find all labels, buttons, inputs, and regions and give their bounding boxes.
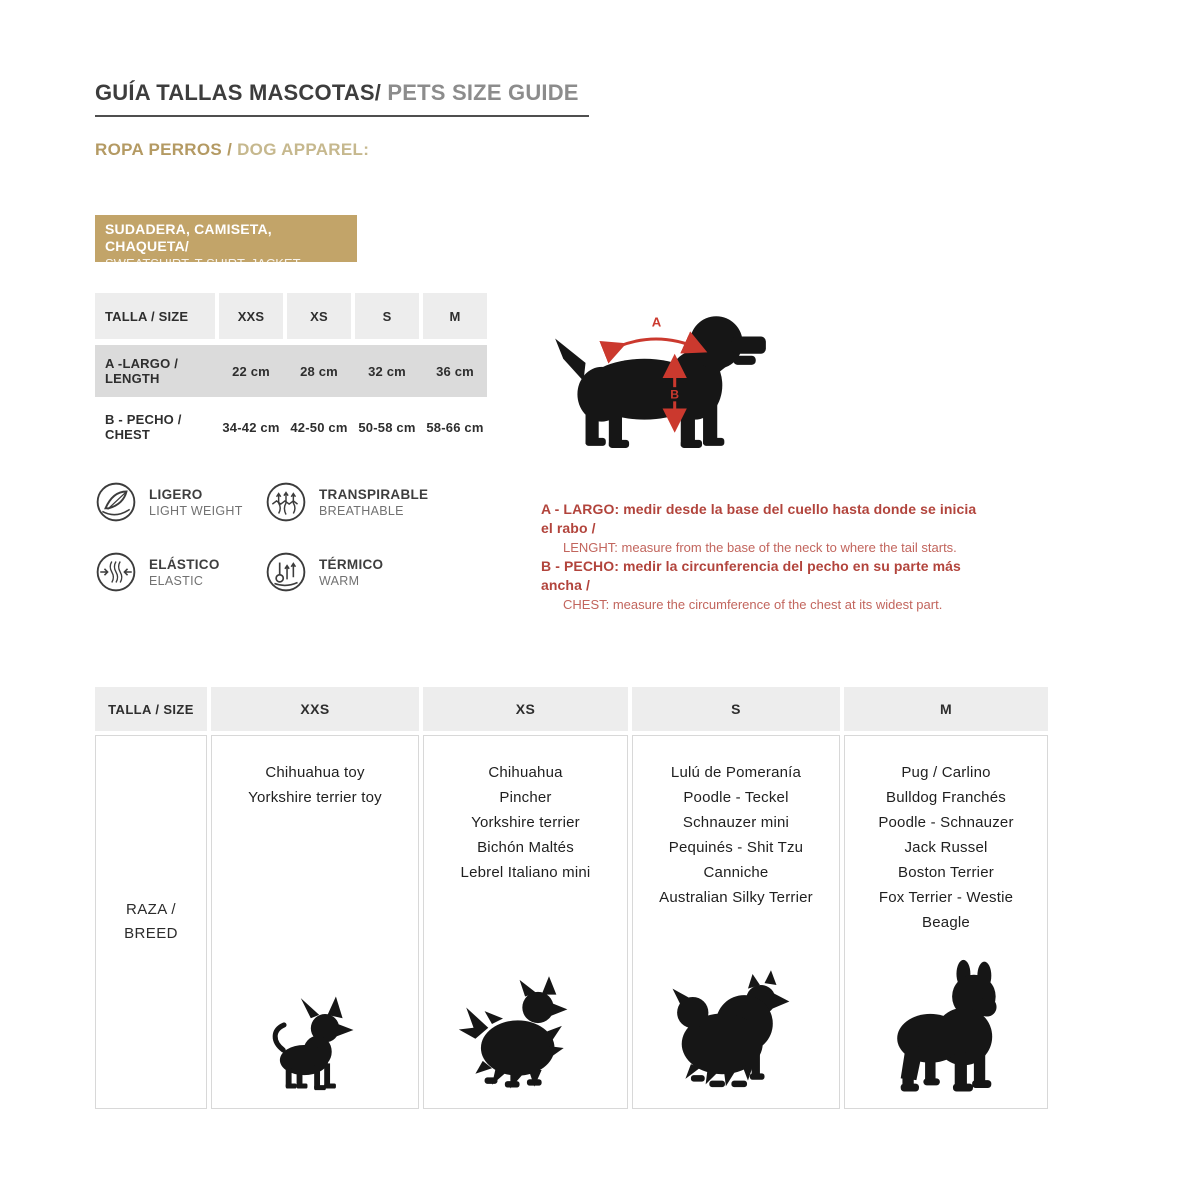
breed-item: Lebrel Italiano mini	[460, 864, 591, 881]
breed-row-label-line2: BREED	[124, 925, 178, 942]
breed-item: Poodle - Teckel	[683, 789, 789, 806]
feature-name: TRANSPIRABLE	[319, 486, 429, 502]
breed-cell-xs	[423, 735, 628, 1109]
chihuahua-silhouette	[269, 994, 361, 1096]
size-table-row-length	[95, 345, 487, 397]
arrow-label-a: A	[651, 314, 662, 330]
note-chest-en: CHEST: measure the circumference of the chest at its widest part.	[563, 597, 943, 612]
breed-item: Lulú de Pomeranía	[670, 764, 802, 781]
note-chest-es: B - PECHO: medir la circunferencia del pecho en su parte más ancha /	[541, 558, 961, 593]
feature-sub: ELASTIC	[149, 573, 204, 588]
breed-item: Boston Terrier	[898, 864, 994, 881]
note-length-en: LENGHT: measure from the base of the neck to where the tail starts.	[563, 540, 957, 555]
feature-name: TÉRMICO	[319, 556, 384, 572]
breed-header-label: TALLA / SIZE	[95, 687, 207, 731]
breed-header-m: M	[844, 687, 1048, 731]
breed-item: Bulldog Franchés	[886, 789, 1006, 806]
chest-xxs: 34-42 cm	[222, 419, 280, 435]
feature-lightweight	[95, 481, 265, 523]
title-spanish: GUÍA TALLAS MASCOTAS/	[95, 80, 382, 105]
size-table-row-chest	[95, 403, 487, 451]
size-table-header-row	[95, 293, 487, 339]
breed-item: Pequinés - Shit Tzu	[668, 839, 804, 856]
measure-dog-silhouette	[550, 298, 770, 452]
size-table-header-s: S	[355, 293, 419, 339]
page-title	[95, 80, 589, 117]
pomeranian-silhouette	[667, 966, 805, 1096]
subtitle-english: DOG APPAREL:	[237, 140, 370, 159]
feature-list	[95, 481, 485, 593]
feature-elastic	[95, 551, 265, 593]
feather-icon	[95, 481, 137, 523]
title-english: PETS SIZE GUIDE	[381, 80, 579, 105]
breed-header-xs: XS	[423, 687, 628, 731]
breed-item: Canniche	[703, 864, 769, 881]
size-table-header-xxs: XXS	[219, 293, 283, 339]
length-m: 36 cm	[436, 363, 474, 379]
feature-sub: WARM	[319, 573, 360, 588]
size-table-header-m: M	[423, 293, 487, 339]
breed-item: Poodle - Schnauzer	[878, 814, 1014, 831]
banner-line-spanish: SUDADERA, CAMISETA, CHAQUETA/	[105, 221, 272, 254]
section-subtitle	[95, 140, 369, 160]
breed-row-label	[95, 735, 207, 1109]
feature-name: LIGERO	[149, 486, 203, 502]
measuring-notes	[541, 500, 991, 614]
breed-table-header	[95, 687, 1048, 731]
breed-item: Schnauzer mini	[682, 814, 790, 831]
breed-item: Chihuahua	[488, 764, 563, 781]
longhair-chihuahua-silhouette	[457, 976, 595, 1096]
chest-m: 58-66 cm	[426, 419, 484, 435]
breed-item: Pug / Carlino	[901, 764, 991, 781]
breed-cell-s	[632, 735, 840, 1109]
breed-item: Pincher	[499, 789, 552, 806]
length-xxs: 22 cm	[232, 363, 270, 379]
breed-list-xxs	[212, 736, 418, 810]
breed-item: Beagle	[922, 914, 970, 931]
size-table	[95, 293, 487, 451]
chest-s: 50-58 cm	[358, 419, 416, 435]
row-length-label: A -LARGO / LENGTH	[105, 356, 179, 386]
arrow-label-b: B	[670, 387, 680, 402]
breed-item: Yorkshire terrier	[471, 814, 580, 831]
measurement-diagram	[550, 298, 770, 457]
breed-item: Bichón Maltés	[477, 839, 574, 856]
elastic-icon	[95, 551, 137, 593]
breed-table-body	[95, 735, 1048, 1109]
size-table-header-label: TALLA / SIZE	[95, 293, 215, 339]
breed-cell-m	[844, 735, 1048, 1109]
breed-item: Jack Russel	[904, 839, 988, 856]
breed-cell-xxs	[211, 735, 419, 1109]
feature-name: ELÁSTICO	[149, 556, 220, 572]
size-table-header-xs: XS	[287, 293, 351, 339]
french-bulldog-silhouette	[885, 958, 1007, 1096]
breed-header-xxs: XXS	[211, 687, 419, 731]
breed-list-m	[845, 736, 1047, 935]
breed-item: Yorkshire terrier toy	[248, 789, 382, 806]
feature-sub: BREATHABLE	[319, 503, 404, 518]
row-chest-label: B - PECHO / CHEST	[105, 412, 182, 442]
breathable-icon	[265, 481, 307, 523]
breed-header-s: S	[632, 687, 840, 731]
feature-sub: LIGHT WEIGHT	[149, 503, 243, 518]
breed-item: Fox Terrier - Westie	[878, 889, 1014, 906]
thermometer-icon	[265, 551, 307, 593]
chest-xs: 42-50 cm	[290, 419, 348, 435]
note-length-es: A - LARGO: medir desde la base del cuello hasta donde se inicia el rabo /	[541, 501, 977, 536]
breed-item: Australian Silky Terrier	[659, 889, 813, 906]
feature-warm	[265, 551, 485, 593]
length-s: 32 cm	[368, 363, 406, 379]
breed-list-xs	[424, 736, 627, 885]
breed-row-label-line1: RAZA /	[126, 901, 176, 918]
banner-line-english: SWEATSHIRT, T-SHIRT, JACKET	[105, 256, 301, 271]
breed-list-s	[633, 736, 839, 910]
breed-item: Chihuahua toy	[265, 764, 365, 781]
subtitle-spanish: ROPA PERROS /	[95, 140, 238, 159]
category-banner	[95, 215, 357, 271]
length-xs: 28 cm	[300, 363, 338, 379]
feature-breathable	[265, 481, 485, 523]
